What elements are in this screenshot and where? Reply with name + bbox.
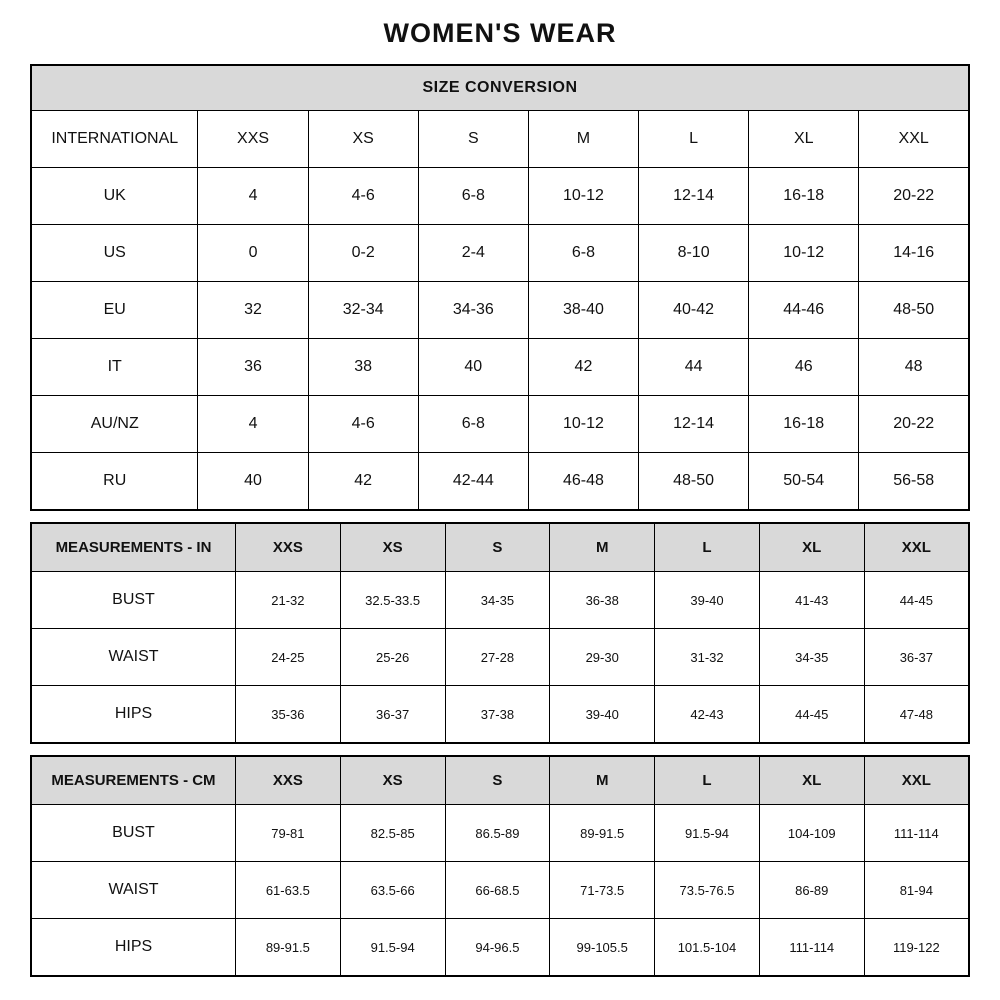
row-label: UK <box>31 168 198 225</box>
measurement-cell: 44-45 <box>864 572 969 629</box>
measurements-in-header-row <box>31 523 969 572</box>
size-cell: 40-42 <box>639 282 749 339</box>
measurement-cell: 42-43 <box>655 686 760 744</box>
row-label: EU <box>31 282 198 339</box>
table-header-cell: M <box>550 756 655 805</box>
size-cell: 2-4 <box>418 225 528 282</box>
table-row <box>31 282 969 339</box>
measurement-cell: 36-37 <box>340 686 445 744</box>
table-header-cell: L <box>655 756 760 805</box>
measurement-cell: 61-63.5 <box>235 862 340 919</box>
size-cell: 6-8 <box>418 168 528 225</box>
size-cell: 8-10 <box>639 225 749 282</box>
table-row <box>31 396 969 453</box>
measurement-cell: 63.5-66 <box>340 862 445 919</box>
row-label: WAIST <box>31 862 235 919</box>
table-row <box>31 919 969 977</box>
size-cell: XXL <box>859 111 969 168</box>
measurement-cell: 99-105.5 <box>550 919 655 977</box>
size-cell: 14-16 <box>859 225 969 282</box>
table-row <box>31 629 969 686</box>
size-cell: 10-12 <box>749 225 859 282</box>
size-conversion-title-row <box>31 65 969 111</box>
table-header-cell: MEASUREMENTS - CM <box>31 756 235 805</box>
table-row <box>31 453 969 511</box>
measurement-cell: 25-26 <box>340 629 445 686</box>
table-header-cell: XS <box>340 756 445 805</box>
size-cell: 0 <box>198 225 308 282</box>
table-header-cell: S <box>445 523 550 572</box>
size-cell: 46 <box>749 339 859 396</box>
row-label: AU/NZ <box>31 396 198 453</box>
table-header-cell: XL <box>759 756 864 805</box>
measurement-cell: 47-48 <box>864 686 969 744</box>
size-cell: 40 <box>198 453 308 511</box>
measurement-cell: 39-40 <box>655 572 760 629</box>
table-header-cell: L <box>655 523 760 572</box>
size-cell: XS <box>308 111 418 168</box>
size-cell: 16-18 <box>749 396 859 453</box>
measurement-cell: 24-25 <box>235 629 340 686</box>
size-cell: 42 <box>308 453 418 511</box>
size-cell: 10-12 <box>528 168 638 225</box>
measurement-cell: 66-68.5 <box>445 862 550 919</box>
size-cell: 0-2 <box>308 225 418 282</box>
size-conversion-table <box>30 64 970 511</box>
measurement-cell: 44-45 <box>759 686 864 744</box>
size-cell: 48-50 <box>639 453 749 511</box>
row-label: HIPS <box>31 919 235 977</box>
measurement-cell: 35-36 <box>235 686 340 744</box>
table-header-cell: XXS <box>235 523 340 572</box>
measurement-cell: 94-96.5 <box>445 919 550 977</box>
size-cell: 10-12 <box>528 396 638 453</box>
measurement-cell: 101.5-104 <box>655 919 760 977</box>
size-cell: 42-44 <box>418 453 528 511</box>
table-row <box>31 572 969 629</box>
size-cell: 12-14 <box>639 396 749 453</box>
size-cell: 44 <box>639 339 749 396</box>
measurement-cell: 32.5-33.5 <box>340 572 445 629</box>
row-label: IT <box>31 339 198 396</box>
size-cell: XL <box>749 111 859 168</box>
measurement-cell: 41-43 <box>759 572 864 629</box>
measurement-cell: 36-37 <box>864 629 969 686</box>
size-cell: 46-48 <box>528 453 638 511</box>
table-header-cell: XXL <box>864 523 969 572</box>
measurement-cell: 37-38 <box>445 686 550 744</box>
size-cell: M <box>528 111 638 168</box>
table-row <box>31 339 969 396</box>
table-header-cell: MEASUREMENTS - IN <box>31 523 235 572</box>
row-label: RU <box>31 453 198 511</box>
table-header-cell: XXL <box>864 756 969 805</box>
row-label: HIPS <box>31 686 235 744</box>
size-cell: 34-36 <box>418 282 528 339</box>
measurement-cell: 111-114 <box>759 919 864 977</box>
size-cell: S <box>418 111 528 168</box>
size-cell: 4 <box>198 396 308 453</box>
measurement-cell: 111-114 <box>864 805 969 862</box>
measurement-cell: 81-94 <box>864 862 969 919</box>
table-header-cell: XL <box>759 523 864 572</box>
size-cell: L <box>639 111 749 168</box>
table-header-cell: M <box>550 523 655 572</box>
size-cell: 42 <box>528 339 638 396</box>
measurement-cell: 82.5-85 <box>340 805 445 862</box>
size-cell: 4-6 <box>308 168 418 225</box>
table-row <box>31 225 969 282</box>
size-cell: XXS <box>198 111 308 168</box>
measurement-cell: 89-91.5 <box>550 805 655 862</box>
size-cell: 4 <box>198 168 308 225</box>
measurement-cell: 79-81 <box>235 805 340 862</box>
size-cell: 48-50 <box>859 282 969 339</box>
measurement-cell: 91.5-94 <box>655 805 760 862</box>
row-label: INTERNATIONAL <box>31 111 198 168</box>
page-title: WOMEN'S WEAR <box>383 18 617 48</box>
measurement-cell: 39-40 <box>550 686 655 744</box>
table-row <box>31 686 969 744</box>
measurement-cell: 27-28 <box>445 629 550 686</box>
measurement-cell: 73.5-76.5 <box>655 862 760 919</box>
measurement-cell: 21-32 <box>235 572 340 629</box>
size-cell: 38-40 <box>528 282 638 339</box>
table-header-cell: XS <box>340 523 445 572</box>
size-cell: 38 <box>308 339 418 396</box>
measurement-cell: 89-91.5 <box>235 919 340 977</box>
measurements-cm-table <box>30 755 970 977</box>
measurements-in-table <box>30 522 970 744</box>
size-cell: 16-18 <box>749 168 859 225</box>
size-cell: 48 <box>859 339 969 396</box>
table-header-cell: S <box>445 756 550 805</box>
size-cell: 20-22 <box>859 168 969 225</box>
measurement-cell: 119-122 <box>864 919 969 977</box>
size-cell: 32 <box>198 282 308 339</box>
measurement-cell: 31-32 <box>655 629 760 686</box>
table-row <box>31 805 969 862</box>
size-cell: 50-54 <box>749 453 859 511</box>
measurement-cell: 86.5-89 <box>445 805 550 862</box>
row-label: BUST <box>31 572 235 629</box>
size-cell: 56-58 <box>859 453 969 511</box>
size-cell: 6-8 <box>418 396 528 453</box>
measurement-cell: 71-73.5 <box>550 862 655 919</box>
size-cell: 44-46 <box>749 282 859 339</box>
measurement-cell: 34-35 <box>759 629 864 686</box>
measurement-cell: 104-109 <box>759 805 864 862</box>
measurement-cell: 86-89 <box>759 862 864 919</box>
size-cell: 20-22 <box>859 396 969 453</box>
measurement-cell: 91.5-94 <box>340 919 445 977</box>
size-cell: 32-34 <box>308 282 418 339</box>
measurements-cm-header-row <box>31 756 969 805</box>
table-row <box>31 168 969 225</box>
table-header-cell: XXS <box>235 756 340 805</box>
table-row <box>31 862 969 919</box>
size-cell: 12-14 <box>639 168 749 225</box>
size-conversion-title: SIZE CONVERSION <box>31 65 969 111</box>
row-label: WAIST <box>31 629 235 686</box>
size-cell: 6-8 <box>528 225 638 282</box>
size-cell: 40 <box>418 339 528 396</box>
measurement-cell: 34-35 <box>445 572 550 629</box>
measurement-cell: 36-38 <box>550 572 655 629</box>
size-cell: 36 <box>198 339 308 396</box>
row-label: BUST <box>31 805 235 862</box>
row-label: US <box>31 225 198 282</box>
size-cell: 4-6 <box>308 396 418 453</box>
table-row <box>31 111 969 168</box>
measurement-cell: 29-30 <box>550 629 655 686</box>
